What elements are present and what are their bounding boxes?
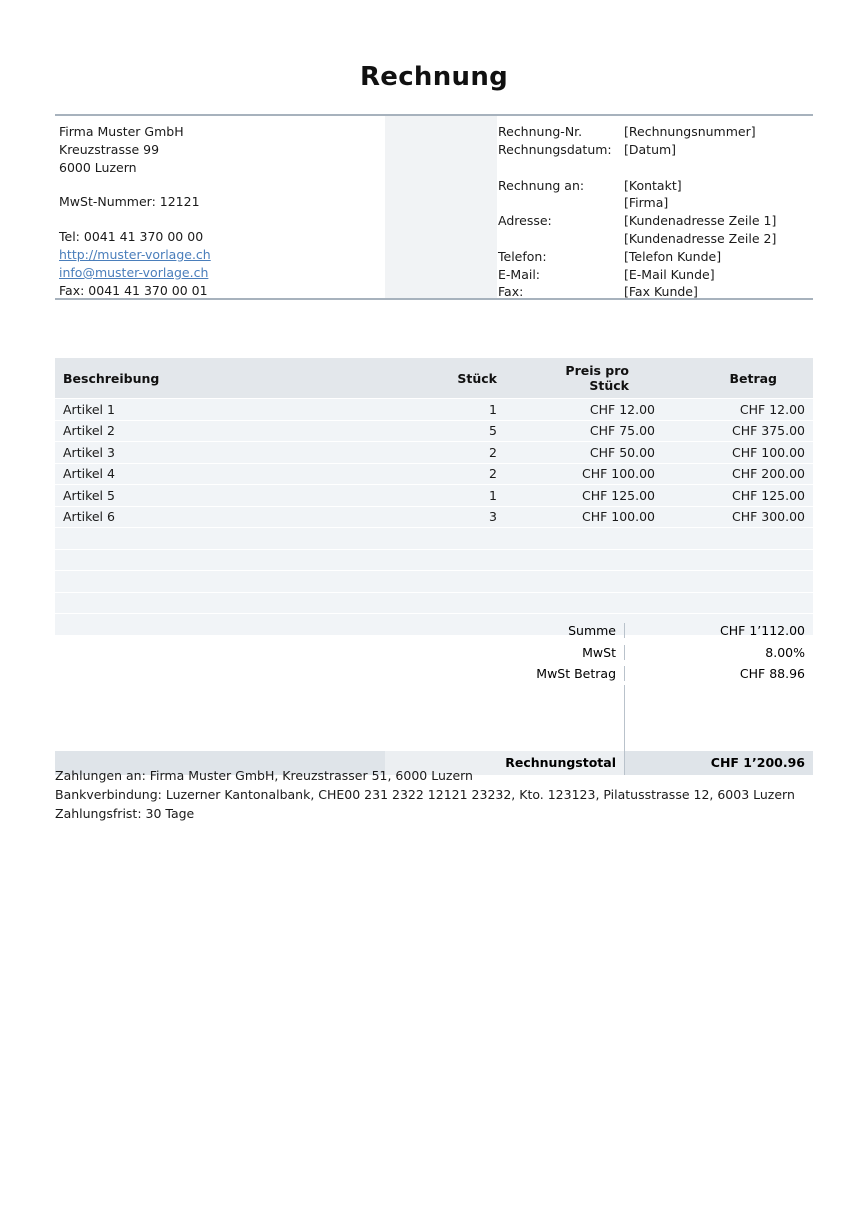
cell-quantity xyxy=(410,549,515,571)
column-header-amount: Betrag xyxy=(663,358,813,399)
payment-footer xyxy=(55,766,835,823)
cell-unit-price: CHF 50.00 xyxy=(515,442,663,464)
table-row xyxy=(55,528,813,550)
meta-row-email xyxy=(498,266,813,284)
cell-description xyxy=(55,528,410,550)
cell-description: Artikel 1 xyxy=(55,399,410,421)
meta-value-invoice-number: [Rechnungsnummer] xyxy=(624,124,756,139)
spacer-2 xyxy=(59,211,389,228)
footer-line-bank: Bankverbindung: Luzerner Kantonalbank, CHE00 231 2322 12121 23232, Kto. 123123, Pilatusstrasse 12, 6003 Luzern xyxy=(55,787,795,802)
meta-row-recipient-company xyxy=(498,194,813,212)
meta-label-address: Adresse: xyxy=(498,213,552,229)
spacer-1 xyxy=(59,176,389,193)
meta-label-recipient: Rechnung an: xyxy=(498,177,585,193)
cell-amount: CHF 375.00 xyxy=(663,420,813,442)
cell-quantity xyxy=(410,528,515,550)
cell-unit-price: CHF 12.00 xyxy=(515,399,663,421)
cell-quantity: 5 xyxy=(410,420,515,442)
column-header-quantity: Stück xyxy=(410,358,515,399)
cell-unit-price xyxy=(515,528,663,550)
page-title: Rechnung xyxy=(359,62,509,92)
cell-quantity xyxy=(410,592,515,614)
table-row xyxy=(55,506,813,528)
header-block xyxy=(55,114,813,300)
sender-street: Kreuzstrasse 99 xyxy=(59,141,160,157)
totals-value-vat-amount: CHF 88.96 xyxy=(739,666,805,682)
sender-phone: Tel: 0041 41 370 00 00 xyxy=(59,229,204,245)
column-header-unit-price: Preis pro Stück xyxy=(515,358,663,399)
cell-description xyxy=(55,549,410,571)
totals-row-sum xyxy=(55,620,813,642)
totals-label-vat-rate: MwSt xyxy=(55,645,625,660)
table-row xyxy=(55,442,813,464)
meta-value-address-2: [Kundenadresse Zeile 2] xyxy=(624,230,777,246)
cell-quantity xyxy=(410,571,515,593)
cell-description: Artikel 2 xyxy=(55,420,410,442)
cell-description xyxy=(55,592,410,614)
table-row xyxy=(55,571,813,593)
totals-value-vat-rate: 8.00% xyxy=(765,644,805,660)
meta-value-phone: [Telefon Kunde] xyxy=(624,248,722,264)
meta-row-fax xyxy=(498,283,813,301)
header-grey-band xyxy=(385,116,497,298)
meta-label-invoice-date: Rechnungsdatum: xyxy=(498,141,612,157)
table-header-row xyxy=(55,358,813,399)
line-items-body xyxy=(55,399,813,639)
line-items-table xyxy=(55,358,813,639)
sender-company: Firma Muster GmbH xyxy=(59,124,184,139)
table-row xyxy=(55,399,813,421)
table-row xyxy=(55,549,813,571)
table-row xyxy=(55,463,813,485)
cell-amount: CHF 100.00 xyxy=(663,442,813,464)
cell-unit-price: CHF 100.00 xyxy=(515,463,663,485)
meta-label-fax: Fax: xyxy=(498,284,524,300)
meta-label-address-2 xyxy=(498,230,624,248)
cell-description: Artikel 5 xyxy=(55,485,410,507)
cell-amount: CHF 125.00 xyxy=(663,485,813,507)
cell-amount xyxy=(663,549,813,571)
cell-quantity: 2 xyxy=(410,463,515,485)
cell-unit-price xyxy=(515,571,663,593)
meta-row-invoice-date xyxy=(498,141,813,159)
totals-spacer-rule xyxy=(55,685,625,751)
sender-address xyxy=(59,123,389,299)
cell-quantity: 1 xyxy=(410,399,515,421)
meta-row-address-2 xyxy=(498,230,813,248)
meta-row-address-1 xyxy=(498,212,813,230)
cell-amount xyxy=(663,528,813,550)
cell-amount: CHF 200.00 xyxy=(663,463,813,485)
cell-amount xyxy=(663,592,813,614)
cell-quantity: 1 xyxy=(410,485,515,507)
meta-gap xyxy=(498,159,813,177)
grand-total-label: Rechnungstotal xyxy=(385,751,625,775)
meta-value-invoice-date: [Datum] xyxy=(624,141,677,157)
meta-label-phone: Telefon: xyxy=(498,248,547,264)
column-header-description: Beschreibung xyxy=(55,358,410,399)
meta-row-recipient-contact xyxy=(498,177,813,195)
sender-website-link[interactable]: http://muster-vorlage.ch xyxy=(59,246,211,262)
cell-quantity: 3 xyxy=(410,506,515,528)
totals-block xyxy=(55,620,813,775)
cell-description: Artikel 4 xyxy=(55,463,410,485)
sender-city: 6000 Luzern xyxy=(59,159,137,175)
grand-total-value: CHF 1’200.96 xyxy=(625,751,813,775)
footer-line-payments: Zahlungen an: Firma Muster GmbH, Kreuzstrasser 51, 6000 Luzern xyxy=(55,768,473,783)
meta-value-email: [E-Mail Kunde] xyxy=(624,266,715,282)
sender-vat: MwSt-Nummer: 12121 xyxy=(59,194,200,210)
totals-label-sum: Summe xyxy=(55,623,625,638)
table-row xyxy=(55,592,813,614)
meta-label-invoice-number: Rechnung-Nr. xyxy=(498,124,583,139)
cell-unit-price xyxy=(515,549,663,571)
cell-description: Artikel 6 xyxy=(55,506,410,528)
meta-value-recipient-company: [Firma] xyxy=(624,195,669,211)
meta-label-email: E-Mail: xyxy=(498,266,541,282)
totals-spacer xyxy=(55,685,813,751)
cell-description: Artikel 3 xyxy=(55,442,410,464)
totals-row-vat-rate xyxy=(55,642,813,664)
table-row xyxy=(55,485,813,507)
cell-description xyxy=(55,571,410,593)
cell-amount: CHF 12.00 xyxy=(663,399,813,421)
meta-value-fax: [Fax Kunde] xyxy=(624,284,698,300)
cell-unit-price: CHF 100.00 xyxy=(515,506,663,528)
meta-value-address-1: [Kundenadresse Zeile 1] xyxy=(624,213,777,229)
cell-amount xyxy=(663,571,813,593)
meta-row-phone xyxy=(498,248,813,266)
cell-unit-price: CHF 75.00 xyxy=(515,420,663,442)
sender-email-link[interactable]: info@muster-vorlage.ch xyxy=(59,264,209,280)
cell-unit-price xyxy=(515,592,663,614)
table-row xyxy=(55,420,813,442)
totals-row-vat-amount xyxy=(55,663,813,685)
invoice-meta xyxy=(498,123,813,301)
sender-fax: Fax: 0041 41 370 00 01 xyxy=(59,282,208,298)
footer-line-terms: Zahlungsfrist: 30 Tage xyxy=(55,806,195,821)
meta-value-recipient-contact: [Kontakt] xyxy=(624,177,682,193)
cell-unit-price: CHF 125.00 xyxy=(515,485,663,507)
meta-row-invoice-number xyxy=(498,123,813,141)
line-items-header xyxy=(55,358,813,399)
cell-quantity: 2 xyxy=(410,442,515,464)
totals-label-vat-amount: MwSt Betrag xyxy=(55,666,625,681)
cell-amount: CHF 300.00 xyxy=(663,506,813,528)
meta-label-recipient-company xyxy=(498,194,624,212)
totals-value-sum: CHF 1’112.00 xyxy=(720,623,805,639)
